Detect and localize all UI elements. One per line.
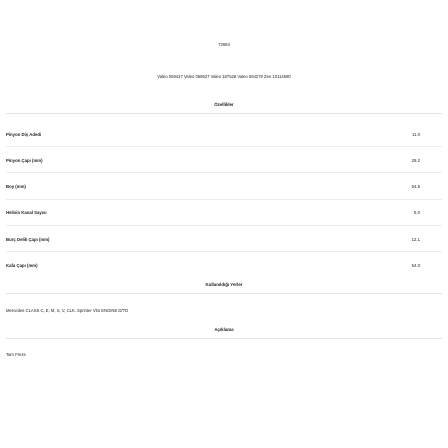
oem-references: Valeo 059427 Valeo 059527 Valeo 187528 Valeo 594279 Zen 10114580: [157, 74, 291, 79]
feature-value: 11.0: [411, 132, 420, 137]
feature-value: 54.5: [411, 184, 420, 189]
row-divider: [6, 251, 442, 252]
description-text: Tam Freze: [6, 352, 26, 357]
row-divider: [6, 146, 442, 147]
feature-value: 29.2: [411, 158, 420, 163]
vehicles-heading: Kullanıldığı Yerler: [205, 282, 243, 287]
row-divider: [6, 225, 442, 226]
feature-value: 12.1: [411, 237, 420, 242]
row-divider: [6, 172, 442, 173]
feature-value: 5.0: [414, 210, 420, 215]
feature-label: Pinyon Diş Adedi: [6, 132, 42, 137]
feature-label: Helisin Kanal Sayısı: [6, 210, 47, 215]
feature-label: Kafa Çapı (mm): [6, 263, 38, 268]
product-code: 72694: [218, 42, 230, 47]
description-divider: [6, 338, 442, 339]
feature-label: Boy (mm): [6, 184, 26, 189]
features-divider: [6, 113, 442, 114]
features-heading: Özellikler: [214, 102, 234, 107]
row-divider: [6, 199, 442, 200]
vehicles-divider: [6, 293, 442, 294]
feature-value: 54.0: [411, 263, 420, 268]
description-heading: Açıklama: [214, 327, 234, 332]
feature-label: Burç Delik Çapı (mm): [6, 237, 50, 242]
vehicles-text: Mercedes CLASS C, E, M, S, V, CLK. Sprinter Vito ENGINE D/TD: [6, 308, 129, 313]
feature-label: Pinyon Çapı (mm): [6, 158, 43, 163]
